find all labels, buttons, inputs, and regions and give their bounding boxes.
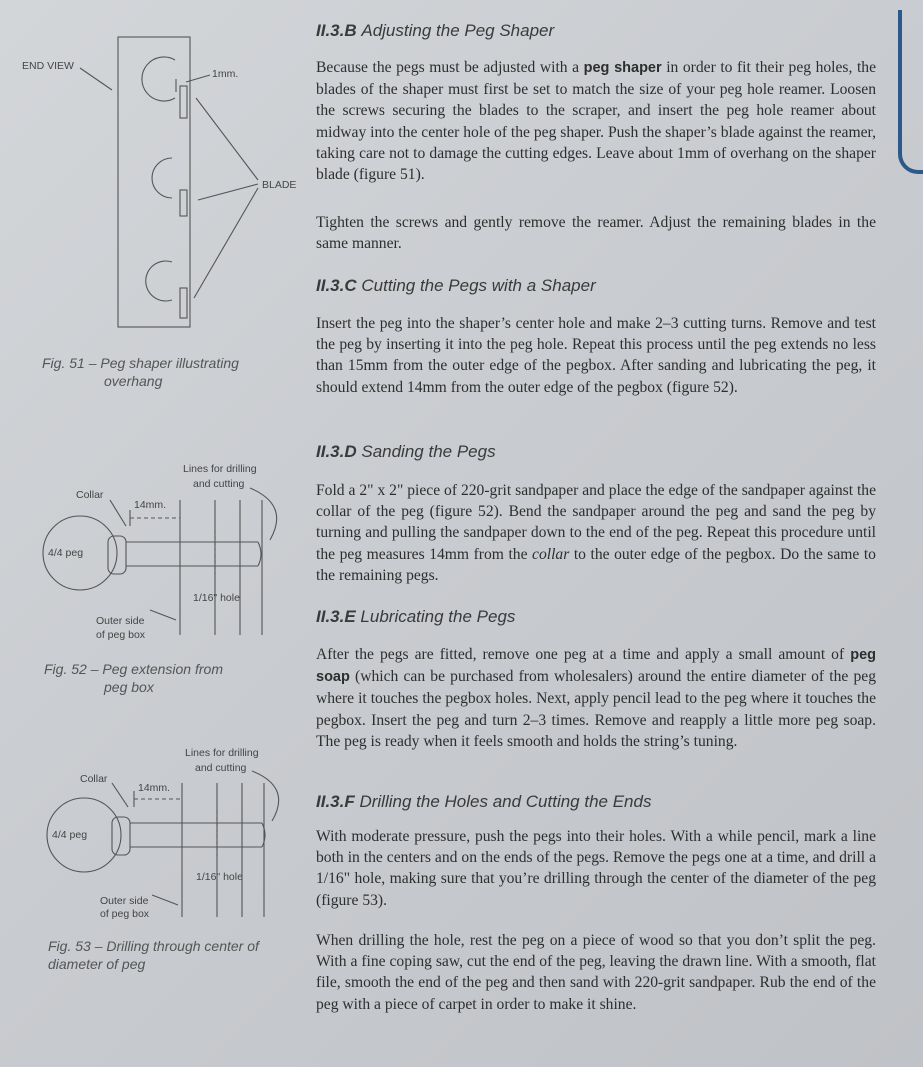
section-heading-c [316,276,596,296]
paragraph-f2: When drilling the hole, rest the peg on a piece of wood so that you don’t split the peg. With a fine coping saw, cut the end of the peg, leaving the drawn line. With a smooth, flat file, smooth the end of the peg and then sand with 220-grit sandpaper. Rub the end of the peg with a piece of carpet in order to make it shine. [316,932,876,1013]
fig53-outer-label1: Outer side [100,895,149,907]
fig53-caption-line1: Fig. 53 – Drilling through center of [48,938,259,954]
page-edge-tab [898,10,923,174]
fig52-lines-label2: and cutting [193,478,245,490]
section-title: Drilling the Holes and Cutting the Ends [359,792,652,811]
fig52-caption-line1: Fig. 52 – Peg extension from [44,661,223,677]
fig53-collar-label: Collar [80,773,108,785]
paragraph-b1: Because the pegs must be adjusted with a peg shaper in order to fit their peg holes, the blades of the shaper must first be set to match the size of your peg hole reamer. Loosen the screws securing the blades to the scraper, and insert the peg hole reamer about midway into the center hole of the peg shaper. Push the shaper’s blade against the reamer, taking care not to damage the cutting edges. Leave about 1mm of overhang on the shaper blade (figure 51). [316,59,876,184]
fig51-caption-line2: overhang [104,373,163,389]
paragraph-f1: With moderate pressure, push the pegs into their holes. With a while pencil, mark a line both in the centers and on the ends of the pegs. Remove the pegs one at a time, and drill a 1/16" hole, making sure that you’re drilling through the center of the diameter of the peg (figure 53). [316,828,876,909]
blade-label: BLADE [262,179,297,191]
paragraph-b2: Tighten the screws and gently remove the reamer. Adjust the remaining blades in the same manner. [316,214,876,253]
fig52-hole-label: 1/16" hole [193,592,240,604]
fig53-outer-label2: of peg box [100,908,150,920]
section-title: Cutting the Pegs with a Shaper [361,276,596,295]
fig53-lines-label1: Lines for drilling [185,747,259,759]
paragraph-e1: After the pegs are fitted, remove one peg at a time and apply a small amount of peg soap (which can be purchased from wholesalers) around the entire diameter of the peg where it touches the pegbox holes. Next, apply pencil lead to the peg where it touches the pegbox. Insert the peg and turn 2–3 times. Remove and reapply a little more peg soap. The peg is ready when it feels smooth and holds the string’s tuning. [316,646,876,750]
fig52-outer-label2: of peg box [96,629,146,641]
section-number: II.3.C [316,276,357,295]
section-heading-d [316,442,496,462]
fig53-mm-label: 14mm. [138,782,171,794]
fig52-collar-label: Collar [76,489,104,501]
section-heading-f [316,792,651,812]
section-number: II.3.B [316,21,357,40]
section-title: Lubricating the Pegs [360,607,516,626]
figure-51-peg-shaper [0,0,320,340]
fig53-hole-label: 1/16" hole [196,871,243,883]
fig53-peg-label: 4/4 peg [52,829,88,841]
section-number: II.3.D [316,442,357,461]
figure-53-drilling [0,745,300,925]
fig52-caption-line2: peg box [104,679,154,695]
fig52-outer-label1: Outer side [96,615,145,627]
section-title: Sanding the Pegs [361,442,496,461]
fig52-lines-label1: Lines for drilling [183,463,257,475]
fig52-peg-label: 4/4 peg [48,547,84,559]
bold-term: peg soap [316,647,876,686]
section-number: II.3.F [316,792,355,811]
fig52-mm-label: 14mm. [134,499,167,511]
fig51-caption-line1: Fig. 51 – Peg shaper illustrating [42,355,239,371]
bold-term: peg shaper [583,60,662,76]
fig53-lines-label2: and cutting [195,762,247,774]
figure-52-peg-extension [0,460,300,640]
section-heading-e [316,607,515,627]
end-view-label: END VIEW [22,60,74,72]
fig51-mm-label: 1mm. [212,68,239,80]
fig53-caption-line2: diameter of peg [48,956,146,972]
section-number: II.3.E [316,607,356,626]
section-title: Adjusting the Peg Shaper [361,21,555,40]
paragraph-c1: Insert the peg into the shaper’s center hole and make 2–3 cutting turns. Remove and test the peg by inserting it into the peg hole. Repeat this process until the peg extends no less than 15mm from the outer edge of the pegbox. After sanding and lubricating the peg, it should extend 14mm from the outer edge of the pegbox (figure 52). [316,315,876,396]
paragraph-d1: Fold a 2" x 2" piece of 220-grit sandpaper and place the edge of the sandpaper against the collar of the peg (figure 52). Bend the sandpaper around the peg and sand the peg by turning and pulling the sandpaper down to the end of the peg. Repeat this procedure until the peg measures 14mm from the collar to the outer edge of the pegbox. Do the same to the remaining pegs. [316,482,876,584]
section-heading-b [316,21,554,41]
